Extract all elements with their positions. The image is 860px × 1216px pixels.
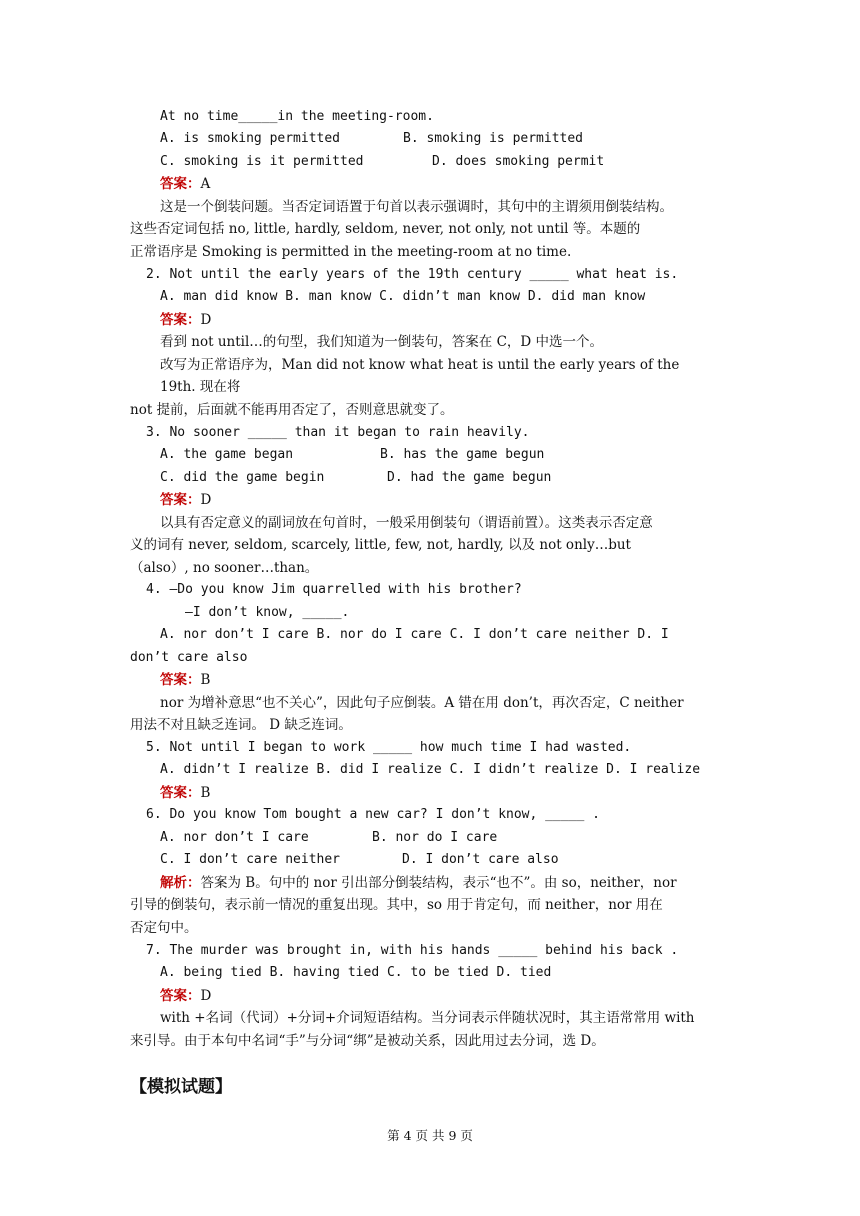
q3-stem: 3. No sooner _____ than it began to rain heavily. — [146, 425, 530, 440]
q1-option-b: B. smoking is permitted — [403, 131, 584, 146]
q7-options: A. being tied B. having tied C. to be tied D. tied — [160, 965, 552, 980]
q2-explanation-3: 19th. 现在将 — [160, 379, 241, 395]
q5-stem: 5. Not until I began to work _____ how much time I had wasted. — [146, 740, 632, 755]
q7-explanation-2: 来引导。由于本句中名词“手”与分词“绑”是被动关系，因此用过去分词，选 D。 — [130, 1033, 605, 1049]
answer-value: D — [200, 988, 212, 1004]
q4-explanation-2: 用法不对且缺乏连词。 D 缺乏连词。 — [130, 717, 352, 733]
q6-option-c: C. I don’t care neither — [160, 852, 341, 867]
q4-options-wrap: don’t care also — [130, 650, 248, 665]
section-heading: 【模拟试题】 — [130, 1077, 232, 1097]
q3-option-b: B. has the game begun — [380, 447, 545, 462]
q6-explanation-1 — [160, 872, 760, 894]
q5-options: A. didn’t I realize B. did I realize C. I didn’t realize D. I realize — [160, 762, 701, 777]
q3-explanation-3: （also）, no sooner…than。 — [130, 560, 319, 576]
q2-stem: 2. Not until the early years of the 19th century _____ what heat is. — [146, 267, 679, 282]
answer-label: 答案： — [160, 492, 201, 508]
q3-answer — [160, 489, 760, 511]
q6-option-d: D. I don’t care also — [402, 852, 559, 867]
q1-explanation-3: 正常语序是 Smoking is permitted in the meeting-room at no time. — [130, 244, 572, 260]
q6-option-a: A. nor don’t I care — [160, 830, 309, 845]
analysis-text: 答案为 B。句中的 nor 引出部分倒装结构，表示“也不”。由 so，neither，nor — [200, 875, 677, 891]
q1-option-d: D. does smoking permit — [432, 154, 605, 169]
q1-explanation-2: 这些否定词包括 no, little, hardly, seldom, never, not only, not until 等。本题的 — [130, 221, 641, 237]
q1-option-c: C. smoking is it permitted — [160, 154, 364, 169]
q3-option-a: A. the game began — [160, 447, 294, 462]
q6-explanation-2: 引导的倒装句，表示前一情况的重复出现。其中，so 用于肯定句，而 neither，nor 用在 — [130, 897, 663, 913]
answer-value: B — [200, 672, 211, 688]
q2-explanation-4: not 提前，后面就不能再用否定了，否则意思就变了。 — [130, 402, 454, 418]
q1-explanation-1: 这是一个倒装问题。当否定词语置于句首以表示强调时，其句中的主谓须用倒装结构。 — [160, 199, 673, 215]
analysis-label: 解析： — [160, 875, 201, 891]
answer-value: B — [200, 785, 211, 801]
q6-option-b: B. nor do I care — [372, 830, 498, 845]
q4-stem: 4. —Do you know Jim quarrelled with his brother? — [146, 582, 522, 597]
q6-stem: 6. Do you know Tom bought a new car? I don’t know, _____ . — [146, 807, 600, 822]
q2-explanation-2: 改写为正常语序为，Man did not know what heat is until the early years of the — [160, 357, 680, 373]
answer-value: A — [200, 176, 211, 192]
answer-label: 答案： — [160, 672, 201, 688]
answer-label: 答案： — [160, 312, 201, 328]
q2-answer — [160, 309, 760, 331]
q5-answer — [160, 782, 760, 804]
q3-option-d: D. had the game begun — [387, 470, 552, 485]
q3-option-c: C. did the game begin — [160, 470, 325, 485]
q4-explanation-1: nor 为增补意思“也不关心”，因此句子应倒装。A 错在用 don’t，再次否定，C neither — [160, 695, 684, 711]
q2-options: A. man did know B. man know C. didn’t man know D. did man know — [160, 289, 646, 304]
q7-answer — [160, 985, 760, 1007]
q3-explanation-1: 以具有否定意义的副词放在句首时，一般采用倒装句（谓语前置）。这类表示否定意 — [160, 515, 653, 531]
q4-options: A. nor don’t I care B. nor do I care C. I don’t care neither D. I — [160, 627, 669, 642]
q1-stem: At no time_____in the meeting-room. — [160, 109, 434, 124]
q4-answer — [160, 669, 760, 691]
q4-stem-2: —I don’t know, _____. — [185, 605, 350, 620]
q1-option-a: A. is smoking permitted — [160, 131, 341, 146]
answer-value: D — [200, 492, 212, 508]
answer-value: D — [200, 312, 212, 328]
q6-explanation-3: 否定句中。 — [130, 920, 198, 936]
q7-stem: 7. The murder was brought in, with his hands _____ behind his back . — [146, 943, 679, 958]
answer-label: 答案： — [160, 785, 201, 801]
answer-label: 答案： — [160, 988, 201, 1004]
q7-explanation-1: with +名词（代词）+分词+介词短语结构。当分词表示伴随状况时，其主语常常用 with — [160, 1010, 695, 1026]
q1-answer — [160, 173, 760, 195]
q3-explanation-2: 义的词有 never, seldom, scarcely, little, few, not, hardly, 以及 not only…but — [130, 537, 631, 553]
q2-explanation-1: 看到 not until…的句型，我们知道为一倒装句，答案在 C，D 中选一个。 — [160, 334, 604, 350]
answer-label: 答案： — [160, 176, 201, 192]
page-footer: 第 4 页 共 9 页 — [387, 1128, 473, 1143]
